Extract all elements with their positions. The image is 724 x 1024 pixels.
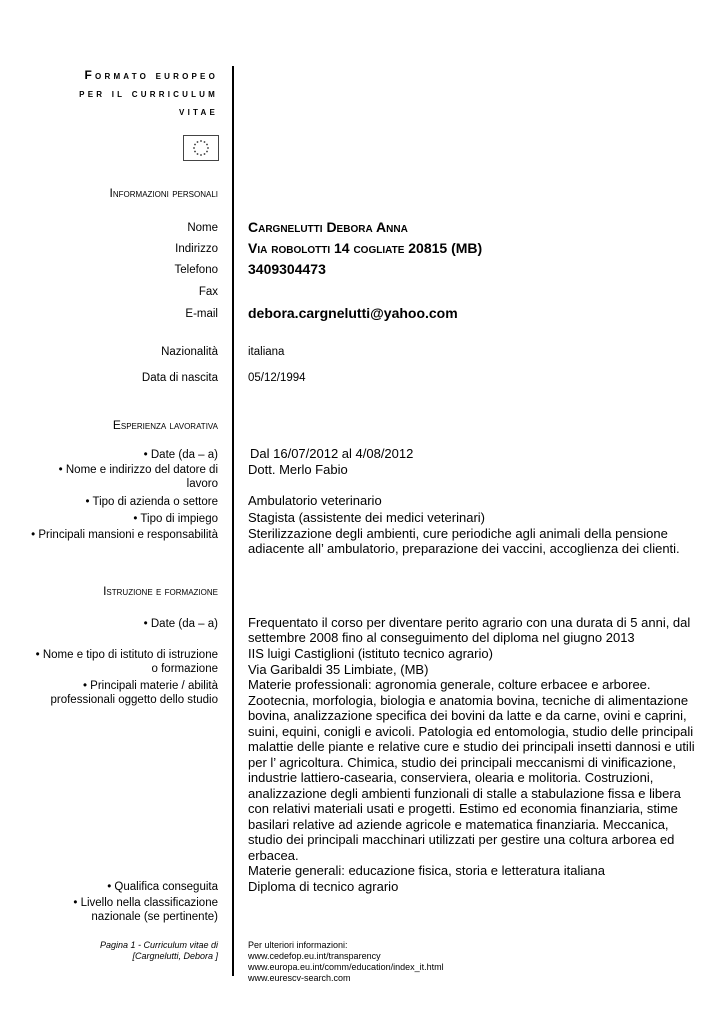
footer-page-info-2: [Cargnelutti, Debora ] [132, 951, 218, 961]
exp-sector-value: Ambulatorio veterinario [248, 493, 382, 508]
nationality-value: italiana [248, 346, 285, 358]
edu-subjects-line: suini, equini, conigli e avicoli. Patologia ed entomologia, studio delle principali [248, 723, 694, 739]
edu-institute-label-2: o formazione [151, 663, 218, 675]
exp-duties-line-1: Sterilizzazione degli ambienti, cure periodiche agli animali della pensione [248, 526, 668, 541]
edu-subjects-line: Materie generali: educazione fisica, storia e letteratura italiana [248, 863, 605, 878]
cv-title-line-3: vitae [179, 104, 218, 118]
exp-sector-label: • Tipo di azienda o settore [85, 496, 218, 508]
birth-label: Data di nascita [141, 372, 218, 384]
name-label: Nome [187, 222, 218, 234]
edu-subjects-text [248, 677, 695, 879]
edu-dates-line-1: Frequentato il corso per diventare perito agrario con una durata di 5 anni, dal [248, 615, 691, 630]
exp-job-value: Stagista (assistente dei medici veterinari) [248, 510, 485, 525]
edu-subjects-line: basilari relative ad aziende agricole e matematica finanziaria. Meccanica, [248, 816, 669, 832]
exp-duties-label: • Principali mansioni e responsabilità [31, 529, 218, 541]
edu-institute-line-2: Via Garibaldi 35 Limbiate, (MB) [248, 662, 429, 677]
edu-qualification-value: Diploma di tecnico agrario [248, 879, 399, 894]
edu-subjects-line: bovina, analizzazione specifica dei bovini da latte e da carne, ovini e caprini, [248, 708, 687, 723]
section-title-education: Istruzione e formazione [103, 584, 218, 598]
edu-subjects-line: Materie professionali: agronomia generale, colture erbacee e arboree. [248, 677, 651, 692]
exp-dates-value: Dal 16/07/2012 al 4/08/2012 [250, 446, 414, 461]
section-title-personal: Informazioni personali [109, 186, 218, 200]
exp-dates-label: • Date (da – a) [143, 449, 218, 461]
edu-subjects-line: analizzazione degli ambienti funzionali di stalle a stabulazione fissa e libera [248, 785, 681, 801]
vertical-divider [232, 66, 234, 976]
nationality-label: Nazionalità [161, 346, 218, 358]
footer-page-info-1: Pagina 1 - Curriculum vitae di [99, 940, 218, 950]
footer-link-cedefop[interactable]: www.cedefop.eu.int/transparency [248, 951, 381, 961]
exp-employer-label-2: lavoro [186, 478, 218, 490]
exp-job-label: • Tipo di impiego [133, 513, 218, 525]
edu-institute-label-1: • Nome e tipo di istituto di istruzione [35, 649, 218, 661]
footer-link-eurescv[interactable]: www.eurescv-search.com [248, 973, 351, 983]
edu-subjects-line: erbacea. [248, 847, 299, 863]
name-value: Cargnelutti Debora Anna [248, 219, 408, 235]
cv-title-line-2: per il curriculum [79, 86, 218, 100]
birth-value: 05/12/1994 [248, 372, 306, 384]
edu-subjects-line: con relativi materiali usati e progetti. Estimo ed economia finanziaria, stime [248, 801, 678, 816]
edu-qualification-label: • Qualifica conseguita [107, 881, 218, 893]
edu-dates-line-2: settembre 2008 fino al conseguimento del diploma nel giugno 2013 [248, 630, 635, 645]
exp-employer-label-1: • Nome e indirizzo del datore di [58, 464, 218, 476]
section-title-experience: Esperienza lavorativa [112, 418, 218, 432]
phone-value: 3409304473 [248, 261, 326, 277]
edu-subjects-line: malattie delle piante e relative cure e studio dei principali insetti dannosi e utili [248, 739, 695, 754]
edu-subjects-line: per l’ agricoltura. Chimica, studio dei principali meccanismi di vinificazione, [248, 754, 676, 770]
edu-subjects-label-2: professionali oggetto dello studio [50, 694, 218, 706]
email-value[interactable]: debora.cargnelutti@yahoo.com [248, 305, 458, 321]
edu-subjects-line: industrie lattiero-casearia, conserviera, olearia e molitoria. Costruzioni, [248, 770, 654, 785]
footer-link-europa[interactable]: www.europa.eu.int/comm/education/index_it.html [248, 962, 444, 972]
address-value: Via robolotti 14 cogliate 20815 (MB) [248, 240, 483, 256]
address-label: Indirizzo [175, 243, 218, 255]
email-label: E-mail [185, 308, 218, 320]
footer-more-info-label: Per ulteriori informazioni: [248, 940, 348, 950]
exp-duties-line-2: adiacente all’ ambulatorio, preparazione dei vaccini, accoglienza dei clienti. [248, 541, 680, 556]
fax-label: Fax [198, 286, 218, 298]
edu-level-label-1: • Livello nella classificazione [73, 897, 218, 909]
edu-subjects-line: Zootecnia, morfologia, biologia e anatomia bovina, tecniche di alimentazione [248, 692, 689, 708]
phone-label: Telefono [174, 264, 218, 276]
edu-dates-label: • Date (da – a) [143, 618, 218, 630]
edu-institute-line-1: IIS luigi Castiglioni (istituto tecnico agrario) [248, 646, 493, 661]
edu-subjects-line: studio dei principali macchinari utilizzati per gestire una coltura arborea ed [248, 832, 675, 847]
cv-title-line-1: Formato europeo [84, 68, 218, 82]
edu-subjects-label-1: • Principali materie / abilità [82, 680, 218, 692]
exp-employer-value: Dott. Merlo Fabio [248, 462, 348, 477]
edu-level-label-2: nazionale (se pertinente) [91, 911, 218, 923]
eu-flag-icon [183, 135, 219, 161]
